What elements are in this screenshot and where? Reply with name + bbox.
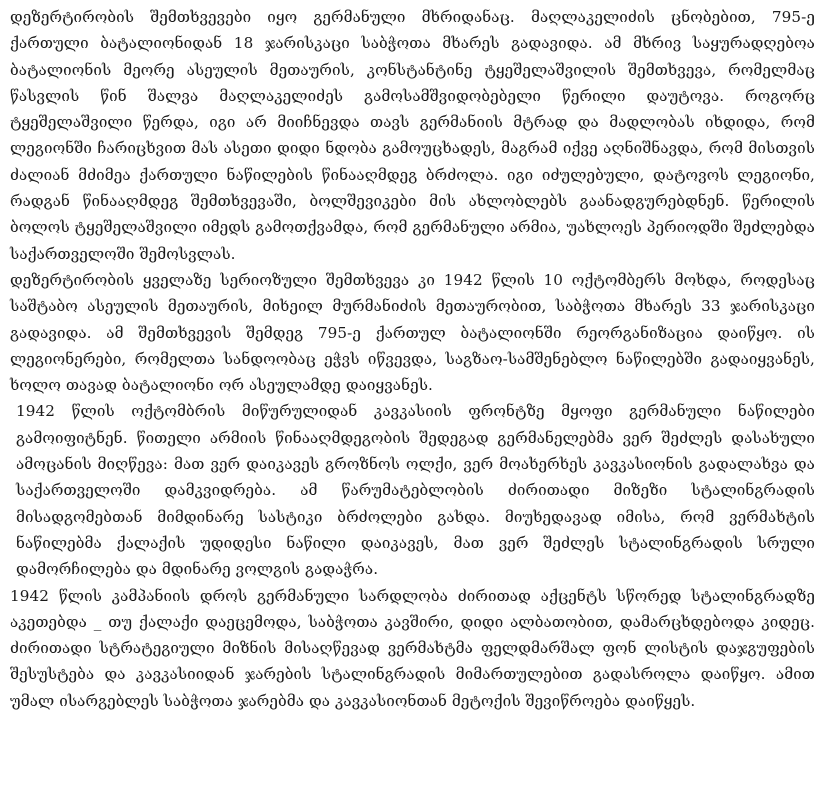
paragraph-4: 1942 წლის კამპანიის დროს გერმანული სარდლობა ძირითად აქცენტს სწორედ სტალინგრადზე აკეთებდა _ თუ ქალაქი დაეცემოდა, საბჭოთა კავშირი, დიდი ალბათობით, დამარცხდებოდა კიდეც. ძირითადი სტრატეგიული მიზნის მისაღწევად ვერმახტმა ფელდმარშალ ფონ ლისტის დაჯგუფების შესუსტება და კავკასიიდან ჯარების სტალინგრადის მიმართულებით გადასროლა დაიწყო. ამით უმალ ისარგებლეს საბჭოთა ჯარებმა და კავკასიონთან მეტოქის შევიწროება დაიწყეს. [10,586,815,710]
paragraph-2: დეზერტირობის ყველაზე სერიოზული შემთხვევა კი 1942 წლის 10 ოქტომბერს მოხდა, როდესაც საშტაბო ასეულის მეთაურის, მიხეილ მურმანიძის მეთაურობით, საბჭოთა მხარეს 33 ჯარისკაცი გადავიდა. ამ შემთხვევის შემდეგ 795-ე ქართულ ბატალიონში რეორგანიზაცია დაიწყო. ის ლეგიონერები, რომელთა სანდოობაც ეჭვს იწვევდა, საგზაო-სამშენებლო ნაწილებში გადაიყვანეს, ხოლო თავად ბატალიონი ორ ასეულამდე დაიყვანეს. [10,270,815,395]
paragraph-3: 1942 წლის ოქტომბრის მიწურულიდან კავკასიის ფრონტზე მყოფი გერმანული ნაწილები გამოიფიტნენ. წითელი არმიის წინააღმდეგობის შედეგად გერმანელებმა ვერ შეძლეს დასახული ამოცანის მიღწევა: მათ ვერ დაიკავეს გროზნოს ოლქი, ვერ მოახერხეს კავკასიონის გადალახვა და საქართველოში დამკვიდრება. ამ წარუმატებლობის ძირითადი მიზეზი სტალინგრადის მისადგომებთან მიმდინარე სასტიკი ბრძოლები გახდა. მიუხედავად იმისა, რომ ვერმახტის ნაწილებმა ქალაქის უდიდესი ნაწილი დაიკავეს, მათ ვერ შეძლეს სტალინგრადის სრული დამორჩილება და მდინარე ვოლგის გადაჭრა. [16,402,815,579]
paragraph-1: დეზერტირობის შემთხვევები იყო გერმანული მხრიდანაც. მაღლაკელიძის ცნობებით, 795-ე ქართული ბატალიონიდან 18 ჯარისკაცი საბჭოთა მხარეს გადავიდა. ამ მხრივ საყურადღებოა ბატალიონის მეორე ასეულის მეთაურის, კონსტანტინე ტყეშელაშვილის შემთხვევა, რომელმაც წასვლის წინ შალვა მაღლაკელიძეს გამოსამშვიდობებელი წერილი დაუტოვა. როგორც ტყეშელაშვილი წერდა, იგი არ მიიჩნევდა თავს გერმანიის მტრად და მადლობას იხდიდა, რომ ლეგიონში ჩარიცხვით მას ასეთი დიდი ნდობა გამოუცხადეს, მაგრამ იქვე აღნიშნავდა, რომ მისთვის ძალიან მძიმეა ქართული ნაწილების წინააღმდეგ ბრძოლა. იგი იძულებული, დატოვოს ლეგიონი, რადგან წინააღმდეგ შემთხვევაში, ბოლშევიკები მის ახლობლებს გაანადგურებდნენ. წერილის ბოლოს ტყეშელაშვილი იმედს გამოთქვამდა, რომ გერმანული არმია, უახლოეს პერიოდში შეძლებდა საქართველოში შემოსვლას. [10,8,815,263]
